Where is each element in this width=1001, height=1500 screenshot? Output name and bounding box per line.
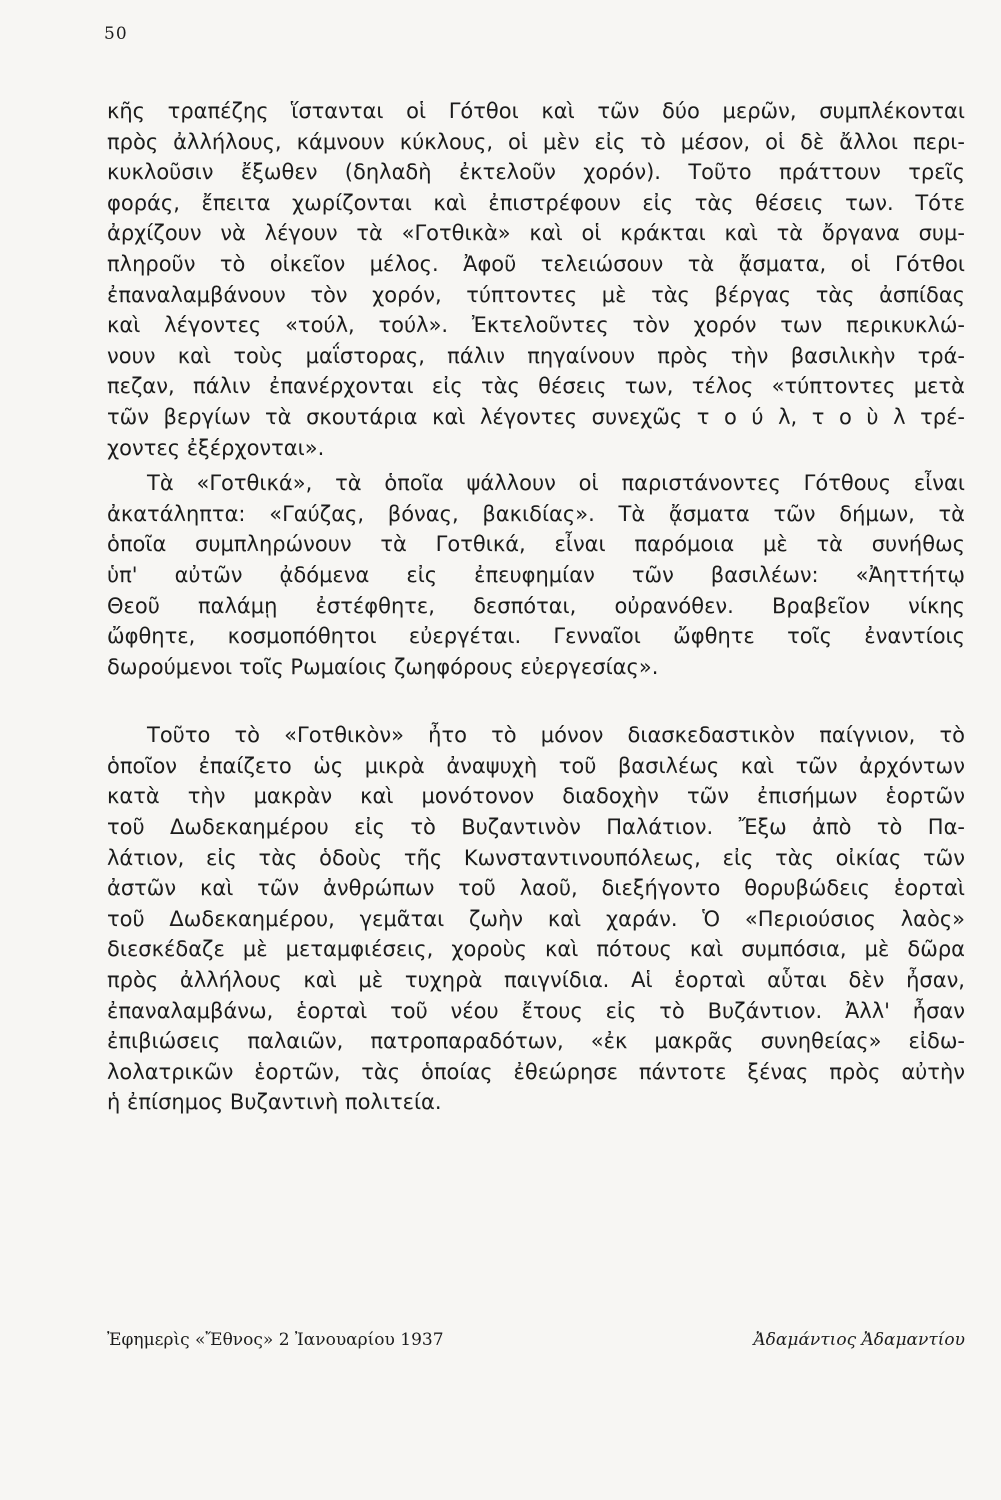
text-line: φοράς, ἔπειτα χωρίζονται καὶ ἐπιστρέφουν εἰς τὰς θέσεις των. Τότε [107,190,965,215]
text-line: Θεοῦ παλάμῃ ἐστέφθητε, δεσπόται, οὐρανόθεν. Βραβεῖον νίκης [107,593,965,618]
text-line: πρὸς ἀλλήλους καὶ μὲ τυχηρὰ παιγνίδια. Αἱ ἑορταὶ αὗται δὲν ἦσαν, [107,968,965,993]
text-line: δωρούμενοι τοῖς Ρωμαίοις ζωηφόρους εὐεργεσίας». [107,654,659,679]
text-line: τοῦ Δωδεκαημέρου εἰς τὸ Βυζαντινὸν Παλάτιον. Ἔξω ἀπὸ τὸ Πα- [107,815,965,840]
text-line: λολατρικῶν ἑορτῶν, τὰς ὁποίας ἐθεώρησε πάντοτε ξένας πρὸς αὐτὴν [107,1059,965,1084]
paragraph [107,468,965,682]
text-line: διεσκέδαζε μὲ μεταμφιέσεις, χοροὺς καὶ πότους καὶ συμπόσια, μὲ δῶρα [107,937,965,962]
text-line: κατὰ τὴν μακρὰν καὶ μονότονον διαδοχὴν τῶν ἐπισήμων ἑορτῶν [107,784,965,809]
text-line: ἀρχίζουν νὰ λέγουν τὰ «Γοτθικὰ» καὶ οἱ κράκται καὶ τὰ ὄργανα συμ- [107,221,965,246]
text-line: πεζαν, πάλιν ἐπανέρχονται εἰς τὰς θέσεις των, τέλος «τύπτοντες μετὰ [107,374,965,399]
text-line: ἐπιβιώσεις παλαιῶν, πατροπαραδότων, «ἐκ μακρᾶς συνηθείας» εἰδω- [107,1029,965,1054]
paragraph [107,720,965,1118]
text-line: καὶ λέγοντες «τούλ, τούλ». Ἐκτελοῦντες τὸν χορόν των περικυκλώ- [107,313,965,338]
citation-author: Ἀδαμάντιος Ἀδαμαντίου [753,1330,965,1350]
text-line: ὁποῖον ἐπαίζετο ὡς μικρὰ ἀναψυχὴ τοῦ βασιλέως καὶ τῶν ἀρχόντων [107,753,965,778]
text-line: ὑπ' αὐτῶν ᾀδόμενα εἰς ἐπευφημίαν τῶν βασιλέων: «Ἀηττήτῳ [107,562,965,587]
text-line: χοντες ἐξέρχονται». [107,435,325,460]
text-line: κυκλοῦσιν ἔξωθεν (δηλαδὴ ἐκτελοῦν χορόν). Τοῦτο πράττουν τρεῖς [107,160,965,185]
text-line: πληροῦν τὸ οἰκεῖον μέλος. Ἀφοῦ τελειώσουν τὰ ᾄσματα, οἱ Γότθοι [107,251,965,276]
citation-source: Ἐφημερὶς «Ἔθνος» 2 Ἰανουαρίου 1937 [107,1330,444,1350]
citation [107,1330,965,1350]
text-line: τοῦ Δωδεκαημέρου, γεμᾶται ζωὴν καὶ χαράν. Ὁ «Περιούσιος λαὸς» [107,906,965,931]
text-line: ἡ ἐπίσημος Βυζαντινὴ πολιτεία. [107,1090,442,1115]
text-line: ἐπαναλαμβάνω, ἑορταὶ τοῦ νέου ἔτους εἰς τὸ Βυζάντιον. Ἀλλ' ἦσαν [107,998,965,1023]
body-text [107,96,965,1118]
page-number: 50 [104,24,128,44]
text-line: Τὰ «Γοτθικά», τὰ ὁποῖα ψάλλουν οἱ παριστάνοντες Γότθους εἶναι [147,471,965,496]
text-line: ὤφθητε, κοσμοπόθητοι εὐεργέται. Γενναῖοι ὤφθητε τοῖς ἐναντίοις [107,624,965,649]
text-line: νουν καὶ τοὺς μαΐστορας, πάλιν πηγαίνουν πρὸς τὴν βασιλικὴν τρά- [107,343,965,368]
text-line: ἐπαναλαμβάνουν τὸν χορόν, τύπτοντες μὲ τὰς βέργας τὰς ἀσπίδας [107,282,965,307]
text-line: ὁποῖα συμπληρώνουν τὰ Γοτθικά, εἶναι παρόμοια μὲ τὰ συνήθως [107,532,965,557]
text-line: κῆς τραπέζης ἵστανται οἱ Γότθοι καὶ τῶν δύο μερῶν, συμπλέκονται [107,99,965,123]
text-line: πρὸς ἀλλήλους, κάμνουν κύκλους, οἱ μὲν εἰς τὸ μέσον, οἱ δὲ ἄλλοι περι- [107,129,965,154]
text-line: Τοῦτο τὸ «Γοτθικὸν» ἦτο τὸ μόνον διασκεδαστικὸν παίγνιον, τὸ [147,723,965,748]
text-line: τῶν βεργίων τὰ σκουτάρια καὶ λέγοντες συνεχῶς τ ο ύ λ, τ ο ὺ λ τρέ- [107,404,965,429]
paragraph [107,96,965,463]
text-line: ἀστῶν καὶ τῶν ἀνθρώπων τοῦ λαοῦ, διεξήγοντο θορυβώδεις ἑορταὶ [107,876,965,901]
text-line: ἀκατάληπτα: «Γαύζας, βόνας, βακιδίας». Τὰ ᾄσματα τῶν δήμων, τὰ [107,501,965,526]
text-line: λάτιον, εἰς τὰς ὁδοὺς τῆς Κωνσταντινουπόλεως, εἰς τὰς οἰκίας τῶν [107,845,965,870]
